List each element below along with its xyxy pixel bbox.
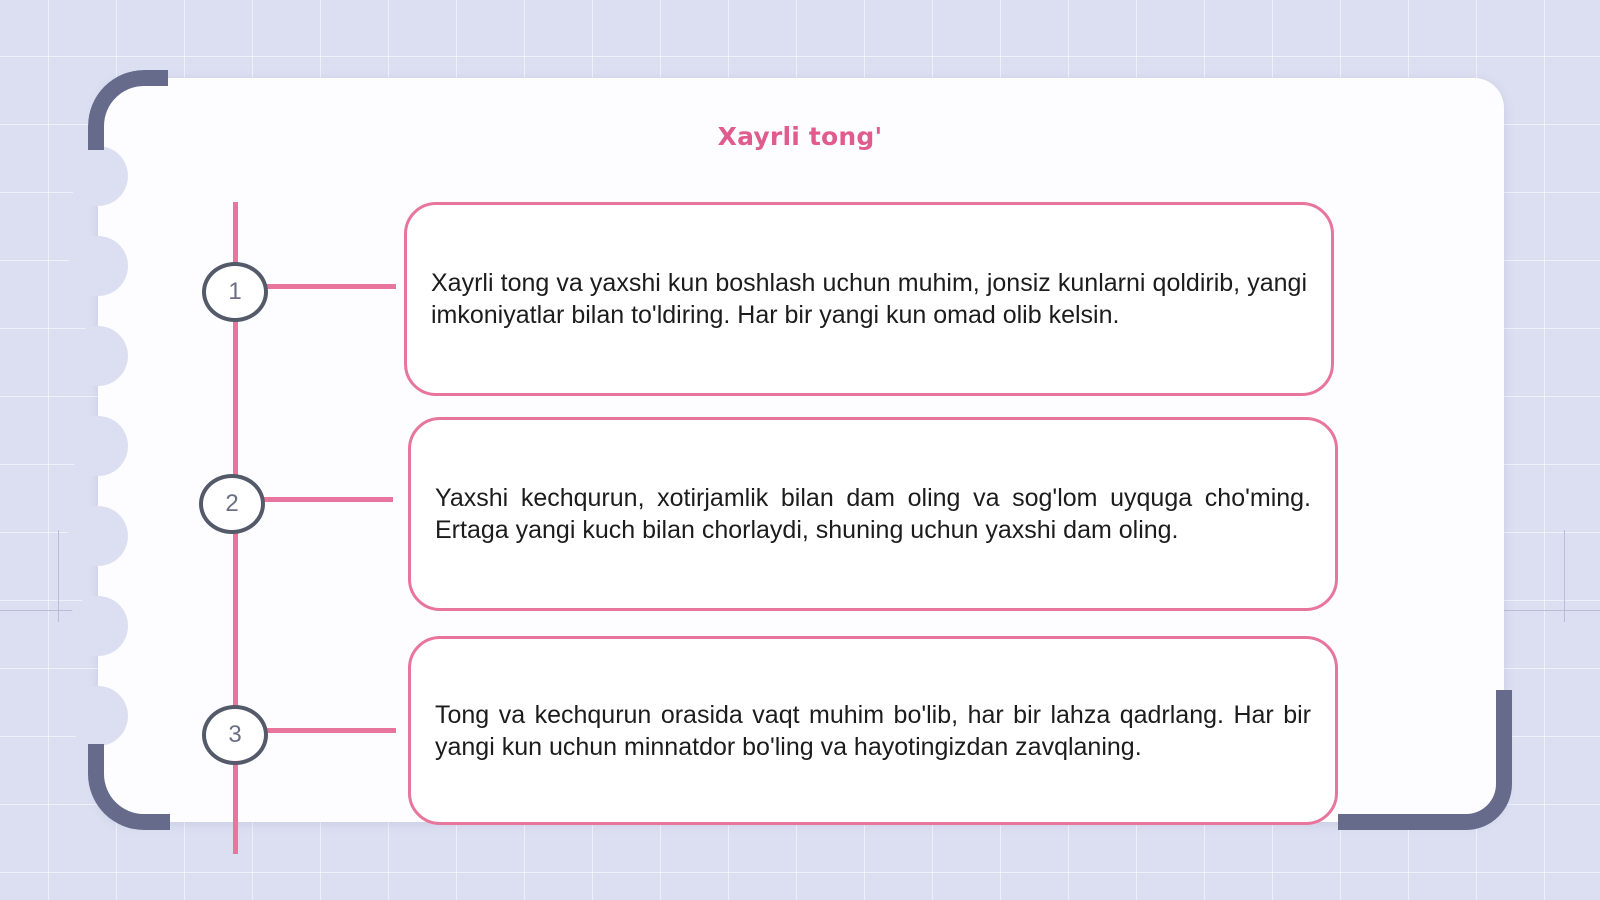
torn-edge-bump	[68, 416, 128, 476]
torn-edge-bump	[68, 596, 128, 656]
slide-title: Xayrli tong'	[717, 122, 883, 151]
timeline-connector-1	[262, 284, 396, 289]
frame-corner-bottom-right	[1338, 690, 1512, 830]
step-number-badge-3	[202, 705, 268, 765]
text-box-1-content: Xayrli tong va yaxshi kun boshlash uchun muhim, jonsiz kunlarni qoldirib, yangi imkoniyatlar bilan to'ldiring. Har bir yangi kun omad olib kelsin.	[431, 269, 1307, 329]
torn-edge-bump	[68, 506, 128, 566]
step-number-3: 3	[228, 721, 242, 748]
frame-corner-bottom-left	[88, 744, 170, 830]
text-box-3-content: Tong va kechqurun orasida vaqt muhim bo'lib, har bir lahza qadrlang. Har bir yangi kun uchun minnatdor bo'ling va hayotingizdan zavqlaning.	[435, 700, 1311, 761]
text-box-2-content: Yaxshi kechqurun, xotirjamlik bilan dam oling va sog'lom uyquga cho'ming. Ertaga yangi kuch bilan chorlaydi, shuning uchun yaxshi dam oling.	[435, 484, 1311, 544]
text-box-1	[404, 202, 1334, 396]
step-number-1: 1	[228, 278, 242, 305]
timeline-connector-2	[259, 497, 393, 502]
torn-edge-bump	[68, 326, 128, 386]
torn-edge-bump	[68, 236, 128, 296]
background-cross-mark-right-v	[1564, 530, 1565, 622]
torn-edge-bump	[68, 146, 128, 206]
background-cross-mark-right-h	[1504, 610, 1600, 611]
step-number-badge-1	[202, 262, 268, 322]
background-cross-mark-left-v	[58, 530, 59, 622]
step-number-2: 2	[225, 490, 239, 517]
torn-edge-bump	[68, 686, 128, 746]
text-box-3	[408, 636, 1338, 825]
text-box-2	[408, 417, 1338, 611]
step-number-badge-2	[199, 474, 265, 534]
timeline-connector-3	[262, 728, 396, 733]
